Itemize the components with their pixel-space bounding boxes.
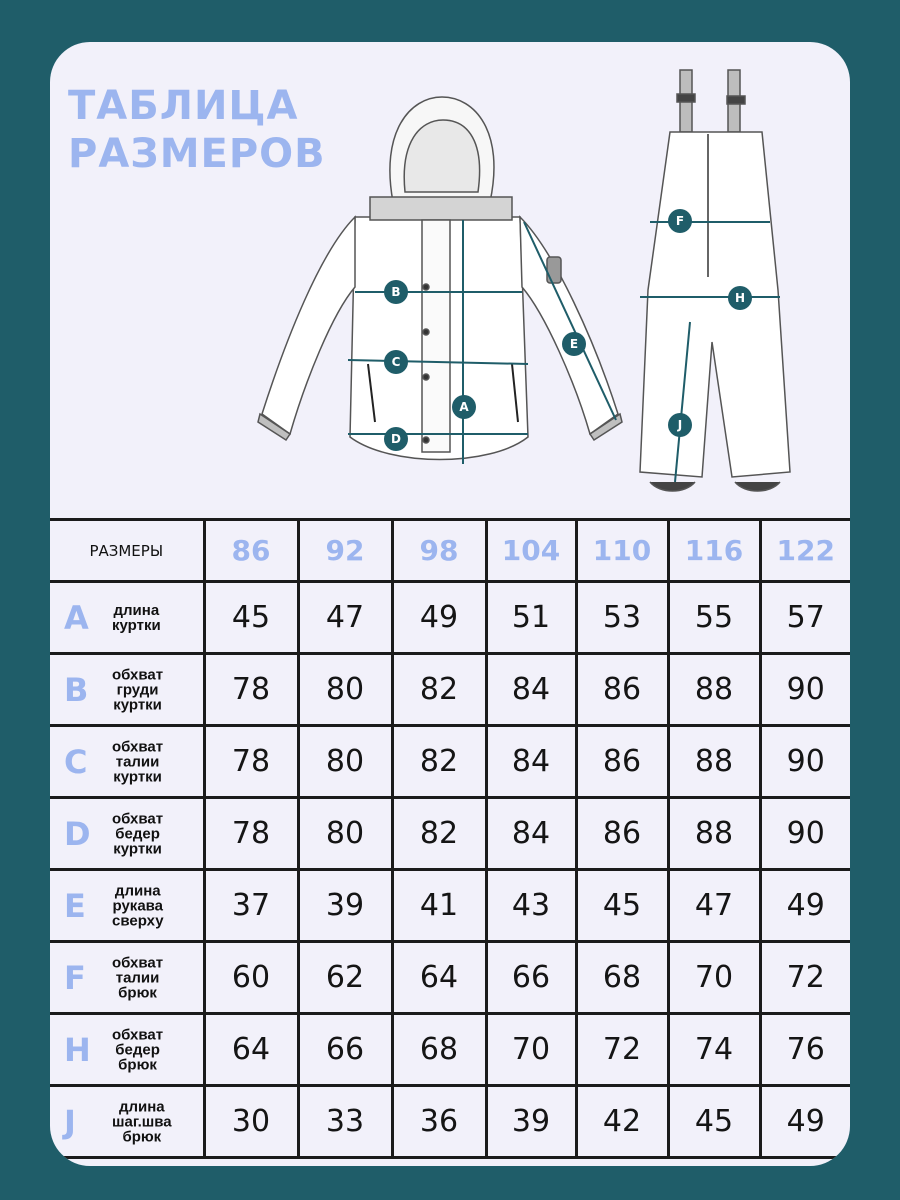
svg-text:F: F xyxy=(675,214,685,228)
row-label xyxy=(50,582,204,654)
row-label xyxy=(50,654,204,726)
table-header-row xyxy=(50,520,850,582)
svg-text:A: A xyxy=(459,400,469,414)
row-label xyxy=(50,1086,204,1158)
table-cell: 30 xyxy=(204,1086,298,1158)
table-cell: 43 xyxy=(486,870,576,942)
row-description: длина шаг.шва брюк xyxy=(112,1098,172,1145)
jacket-drawing xyxy=(258,97,622,460)
row-description: обхват бедер брюк xyxy=(112,1026,164,1073)
table-cell: 41 xyxy=(392,870,486,942)
table-cell: 66 xyxy=(486,942,576,1014)
table-cell: 64 xyxy=(392,942,486,1014)
size-table xyxy=(50,518,850,1159)
size-header: 116 xyxy=(668,520,760,582)
size-header: 110 xyxy=(576,520,668,582)
table-cell: 64 xyxy=(204,1014,298,1086)
svg-text:B: B xyxy=(391,285,401,299)
size-chart-card xyxy=(50,42,850,1166)
table-cell: 68 xyxy=(392,1014,486,1086)
table-cell: 78 xyxy=(204,654,298,726)
table-cell: 45 xyxy=(576,870,668,942)
table-cell: 80 xyxy=(298,798,392,870)
table-cell: 88 xyxy=(668,654,760,726)
row-description: длина рукава сверху xyxy=(112,882,164,929)
row-description: длина куртки xyxy=(112,601,161,634)
table-row xyxy=(50,1014,850,1086)
row-label xyxy=(50,870,204,942)
table-cell: 42 xyxy=(576,1086,668,1158)
table-cell: 78 xyxy=(204,726,298,798)
table-cell: 53 xyxy=(576,582,668,654)
svg-text:D: D xyxy=(391,432,401,446)
table-cell: 55 xyxy=(668,582,760,654)
table-row xyxy=(50,654,850,726)
table-cell: 74 xyxy=(668,1014,760,1086)
table-cell: 90 xyxy=(760,726,850,798)
row-description: обхват талии куртки xyxy=(112,738,164,785)
marker-d xyxy=(384,427,408,451)
marker-j xyxy=(668,413,692,437)
overalls-drawing xyxy=(640,70,790,491)
row-label xyxy=(50,726,204,798)
table-cell: 49 xyxy=(760,1086,850,1158)
table-cell: 37 xyxy=(204,870,298,942)
table-cell: 45 xyxy=(668,1086,760,1158)
svg-text:J: J xyxy=(677,418,683,432)
row-label xyxy=(50,1014,204,1086)
size-header: 98 xyxy=(392,520,486,582)
size-header: 86 xyxy=(204,520,298,582)
table-cell: 39 xyxy=(298,870,392,942)
row-description: обхват бедер куртки xyxy=(112,810,164,857)
title-line-2: РАЗМЕРОВ xyxy=(68,131,326,177)
table-cell: 82 xyxy=(392,726,486,798)
table-cell: 84 xyxy=(486,798,576,870)
table-cell: 84 xyxy=(486,726,576,798)
table-cell: 88 xyxy=(668,798,760,870)
table-cell: 82 xyxy=(392,798,486,870)
svg-text:C: C xyxy=(391,355,401,369)
table-cell: 72 xyxy=(576,1014,668,1086)
table-cell: 36 xyxy=(392,1086,486,1158)
table-cell: 47 xyxy=(298,582,392,654)
table-cell: 47 xyxy=(668,870,760,942)
table-row xyxy=(50,582,850,654)
table-cell: 57 xyxy=(760,582,850,654)
marker-h xyxy=(728,286,752,310)
table-cell: 45 xyxy=(204,582,298,654)
table-row xyxy=(50,798,850,870)
table-row xyxy=(50,942,850,1014)
row-label xyxy=(50,798,204,870)
table-cell: 49 xyxy=(392,582,486,654)
row-letter: B xyxy=(64,670,89,709)
garment-illustration xyxy=(50,42,850,518)
size-header: 122 xyxy=(760,520,850,582)
table-cell: 90 xyxy=(760,798,850,870)
table-row xyxy=(50,870,850,942)
size-header: 104 xyxy=(486,520,576,582)
row-description: обхват талии брюк xyxy=(112,954,164,1001)
marker-a xyxy=(452,395,476,419)
table-cell: 72 xyxy=(760,942,850,1014)
table-cell: 70 xyxy=(486,1014,576,1086)
row-letter: A xyxy=(64,598,89,637)
svg-text:E: E xyxy=(569,337,579,351)
table-cell: 66 xyxy=(298,1014,392,1086)
table-cell: 80 xyxy=(298,654,392,726)
row-letter: J xyxy=(64,1102,76,1141)
marker-c xyxy=(384,350,408,374)
row-letter: C xyxy=(64,742,88,781)
table-cell: 88 xyxy=(668,726,760,798)
sizes-header-label: РАЗМЕРЫ xyxy=(50,520,204,582)
table-cell: 51 xyxy=(486,582,576,654)
marker-f xyxy=(668,209,692,233)
row-description: обхват груди куртки xyxy=(112,666,164,713)
marker-b xyxy=(384,280,408,304)
title-line-1: ТАБЛИЦА xyxy=(68,83,299,129)
table-cell: 60 xyxy=(204,942,298,1014)
marker-e xyxy=(562,332,586,356)
table-cell: 39 xyxy=(486,1086,576,1158)
table-cell: 86 xyxy=(576,798,668,870)
table-row xyxy=(50,726,850,798)
table-cell: 68 xyxy=(576,942,668,1014)
row-letter: E xyxy=(64,886,86,925)
row-letter: D xyxy=(64,814,91,853)
table-row xyxy=(50,1086,850,1158)
table-cell: 33 xyxy=(298,1086,392,1158)
table-cell: 49 xyxy=(760,870,850,942)
row-letter: H xyxy=(64,1030,91,1069)
table-cell: 76 xyxy=(760,1014,850,1086)
size-header: 92 xyxy=(298,520,392,582)
table-cell: 62 xyxy=(298,942,392,1014)
table-cell: 86 xyxy=(576,654,668,726)
table-cell: 82 xyxy=(392,654,486,726)
table-cell: 86 xyxy=(576,726,668,798)
row-letter: F xyxy=(64,958,86,997)
svg-text:H: H xyxy=(734,291,746,305)
table-cell: 90 xyxy=(760,654,850,726)
table-cell: 78 xyxy=(204,798,298,870)
row-label xyxy=(50,942,204,1014)
table-cell: 80 xyxy=(298,726,392,798)
table-cell: 70 xyxy=(668,942,760,1014)
table-cell: 84 xyxy=(486,654,576,726)
